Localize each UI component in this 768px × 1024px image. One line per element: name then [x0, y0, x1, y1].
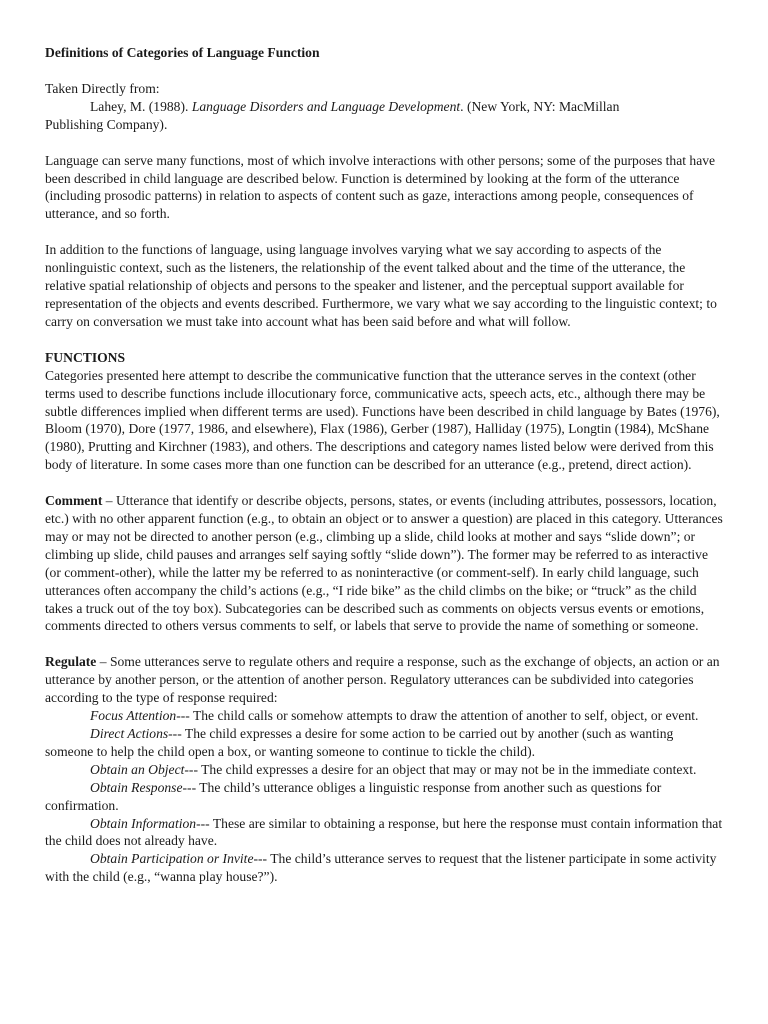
intro-paragraph: Language can serve many functions, most of which involve interactions with other persons; some of the purposes that have been described in child language are described below. Function is determined by looking at the form of the utterance (including prosodic patterns) in relation to aspects of content such as gaze, interactions among people, consequences of utterance, and so forth. [45, 152, 716, 222]
subcategory-obtain-response [45, 779, 725, 815]
subcategory-focus-attention [45, 707, 725, 725]
subcategory-term: Direct Actions [90, 726, 169, 741]
context-paragraph: In addition to the functions of language, using language involves varying what we say according to aspects of the nonlinguistic context, such as the listeners, the relationship of the event talked about and the time of the utterance, the relative spatial relationship of objects and persons to the speaker and listener, and the perceptual support available for representation of the objects and events described. Furthermore, we vary what we say according to the linguistic context; to carry on conversation we must take into account what has been said before and what will follow. [45, 242, 717, 329]
functions-heading: FUNCTIONS [45, 349, 126, 365]
document-page [45, 44, 725, 886]
subcategory-text: --- The child expresses a desire for an object that may or may not be in the immediate context. [184, 761, 697, 777]
comment-definition [45, 492, 725, 635]
subcategory-direct-actions [45, 725, 725, 761]
regulate-definition [45, 653, 725, 707]
subcategory-text: --- The child expresses a desire for some action to be carried out by another (such as wanting someone to help the child open a box, or wanting someone to continue to tickle the child). [45, 726, 674, 759]
citation-author: Lahey, M. (1988). [90, 98, 192, 114]
subcategory-obtain-object [45, 761, 725, 779]
citation-publisher-line-1: . (New York, NY: MacMillan [460, 98, 620, 114]
subcategory-term: Obtain Information [90, 815, 197, 831]
subcategory-term: Obtain an Object [90, 761, 185, 777]
source-intro: Taken Directly from: [45, 80, 160, 96]
subcategory-obtain-participation [45, 850, 725, 886]
subcategory-term: Obtain Response [90, 779, 183, 795]
subcategory-text: --- The child calls or somehow attempts to draw the attention of another to self, object, or event. [176, 708, 699, 724]
subcategory-text: --- The child’s utterance serves to request that the listener participate in some activity with the child (e.g., “wanna play house?”). [45, 851, 717, 885]
subcategory-obtain-information [45, 815, 725, 851]
document-title: Definitions of Categories of Language Function [45, 45, 320, 60]
functions-paragraph: Categories presented here attempt to describe the communicative function that the utterance serves in the context (other terms used to describe functions include illocutionary force, communicative acts, speech acts, etc., although there may be subtle differences implied when different terms are used). Functions have been described in child language by Bates (1976), Bloom (1970), Dore (1977, 1986, and elsewhere), Flax (1986), Gerber (1987), Halliday (1975), Longtin (1984), McShane (1980), Prutting and Kirchner (1983), and others. The descriptions and category names listed below were derived from this body of literature. In some cases more than one function can be described for an utterance (e.g., pretend, direct action). [45, 367, 720, 473]
citation-publisher-line-2: Publishing Company). [45, 116, 168, 132]
subcategory-term: Obtain Participation or Invite [90, 851, 254, 867]
subcategory-text: --- The child’s utterance obliges a linguistic response from another such as questions for confirmation. [45, 779, 662, 813]
citation-title: Language Disorders and Language Development [191, 98, 461, 114]
comment-text: – Utterance that identify or describe objects, persons, states, or events (including attributes, possessors, location, etc.) with no other apparent function (e.g., to obtain an object or to answer a question) are placed in this category. Utterances may or may not be directed to another person (e.g., climbing up a slide, child looks at mother and says “slide down”; or climbing up slide, child pauses and arranges self saying softly “slide down”). The former may be referred to as interactive (or comment-other), while the latter my be referred to as noninteractive (or comment-self). In early child language, such utterances often accompany the child’s actions (e.g., “I ride bike” as the child climbs on the bike; or “truck” as the child takes a truck out of the toy box). Subcategories can be described such as comments on objects versus events or emotions, comments directed to others versus comments to self, or labels that serve to provide the name of something or someone. [45, 493, 723, 634]
regulate-text: – Some utterances serve to regulate others and require a response, such as the exchange of objects, an action or an utterance by another person, or the attention of another person. Regulatory utterances can be subdivided into categories according to the type of response required: [45, 654, 720, 706]
comment-term: Comment [45, 493, 103, 509]
regulate-term: Regulate [45, 654, 97, 670]
subcategory-text: --- These are similar to obtaining a response, but here the response must contain information that the child does not already have. [45, 815, 723, 849]
source-block [45, 80, 725, 134]
subcategory-term: Focus Attention [90, 708, 177, 724]
